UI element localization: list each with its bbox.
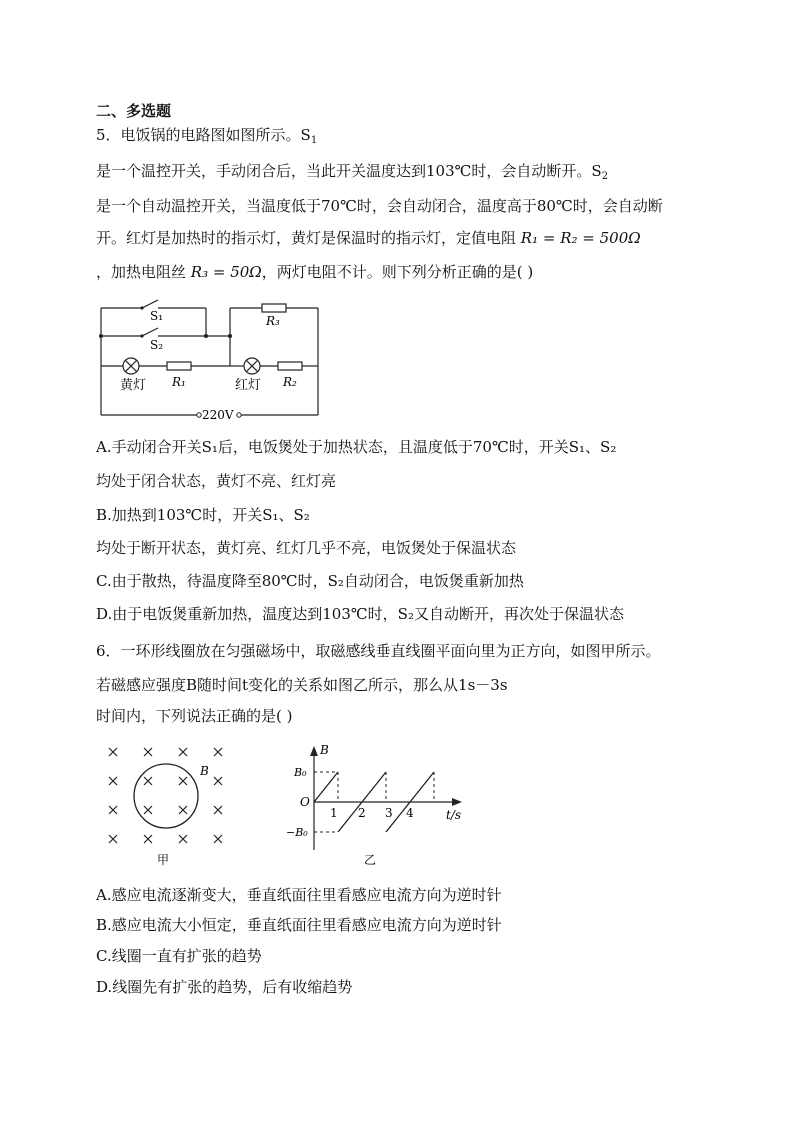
s1-label: S₁ <box>150 309 164 323</box>
q5-option-d: D.由于电饭煲重新加热，温度达到103℃时，S₂又自动断开，再次处于保温状态 <box>96 605 624 623</box>
q5-line-4-equation: R₁ = R₂ = 500Ω <box>520 229 641 247</box>
q6-option-a: A.感应电流逐渐变大，垂直纸面往里看感应电流方向为逆时针 <box>96 886 502 904</box>
r3-label: R₃ <box>266 314 280 328</box>
circuit-diagram <box>96 298 326 420</box>
q5-line-2-sub: 2 <box>601 171 609 182</box>
voltage-label: 220V <box>202 408 234 420</box>
x-tick-3: 3 <box>385 806 393 820</box>
yellow-lamp-icon <box>123 358 139 374</box>
figure-b-t-graph <box>284 740 480 868</box>
q5-option-b-line-2: 均处于断开状态，黄灯亮、红灯几乎不亮，电饭煲处于保温状态 <box>96 539 517 557</box>
q6-option-d: D.线圈先有扩张的趋势，后有收缩趋势 <box>96 978 353 996</box>
q5-line-4-text: 开。红灯是加热时的指示灯，黄灯是保温时的指示灯，定值电阻 <box>96 229 521 247</box>
field-cross-marks <box>109 748 222 843</box>
b0-tick-label: B₀ <box>294 766 307 779</box>
q5-line-5 <box>96 262 533 282</box>
s2-label: S₂ <box>150 338 164 352</box>
q5-line-5-text: ，加热电阻丝 <box>96 263 191 281</box>
q5-line-4 <box>96 228 641 248</box>
q6-option-c: C.线圈一直有扩张的趋势 <box>96 947 262 965</box>
figure-jia-caption: 甲 <box>157 853 170 867</box>
x-tick-4: 4 <box>406 806 414 820</box>
q5-line-1-sub: 1 <box>310 135 318 146</box>
q6-line-1: 6．一环形线圈放在匀强磁场中，取磁感线垂直线圈平面向里为正方向，如图甲所示。 <box>96 642 661 660</box>
section-title: 二、多选题 <box>96 102 172 120</box>
q6-line-2: 若磁感应强度B随时间t变化的关系如图乙所示，那么从1s－3s <box>96 676 508 694</box>
coil-loop <box>134 764 198 828</box>
figure-yi-caption: 乙 <box>364 853 377 867</box>
red-lamp-icon <box>244 358 260 374</box>
x-tick-1: 1 <box>330 806 338 820</box>
q5-option-b-line-1: B.加热到103℃时，开关S₁、S₂ <box>96 506 310 524</box>
q6-option-b: B.感应电流大小恒定，垂直纸面往里看感应电流方向为逆时针 <box>96 916 502 934</box>
q5-line-1-text: 5．电饭锅的电路图如图所示。S <box>96 126 311 144</box>
q5-option-a-line-1: A.手动闭合开关S₁后，电饭煲处于加热状态，且温度低于70℃时，开关S₁、S₂ <box>96 438 617 456</box>
figure-loop-in-field <box>96 740 246 868</box>
red-lamp-label: 红灯 <box>235 378 262 393</box>
q5-line-3: 是一个自动温控开关，当温度低于70℃时，会自动闭合，温度高于80℃时，会自动断 <box>96 197 663 215</box>
q5-option-c: C.由于散热，待温度降至80℃时，S₂自动闭合，电饭煲重新加热 <box>96 572 524 590</box>
field-b-label: B <box>200 764 209 778</box>
q5-line-2-text: 是一个温控开关，手动闭合后，当此开关温度达到103℃时，会自动断开。S <box>96 162 602 180</box>
q5-line-5-equation: R₃ = 50Ω <box>190 263 262 281</box>
r1-label: R₁ <box>172 375 186 389</box>
q5-line-5-tail: ，两灯电阻不计。则下列分析正确的是( ) <box>261 263 534 281</box>
yellow-lamp-label: 黄灯 <box>120 378 147 393</box>
r2-label: R₂ <box>283 375 297 389</box>
graph-y-label: B <box>320 743 329 757</box>
q6-line-3: 时间内，下列说法正确的是( ) <box>96 707 293 725</box>
origin-label: O <box>300 795 310 809</box>
graph-x-label: t/s <box>446 808 462 822</box>
q5-line-1 <box>96 125 317 151</box>
q5-option-a-line-2: 均处于闭合状态，黄灯不亮、红灯亮 <box>96 472 337 490</box>
x-tick-2: 2 <box>358 806 366 820</box>
neg-b0-tick-label: −B₀ <box>286 826 308 839</box>
q5-line-2 <box>96 161 608 187</box>
